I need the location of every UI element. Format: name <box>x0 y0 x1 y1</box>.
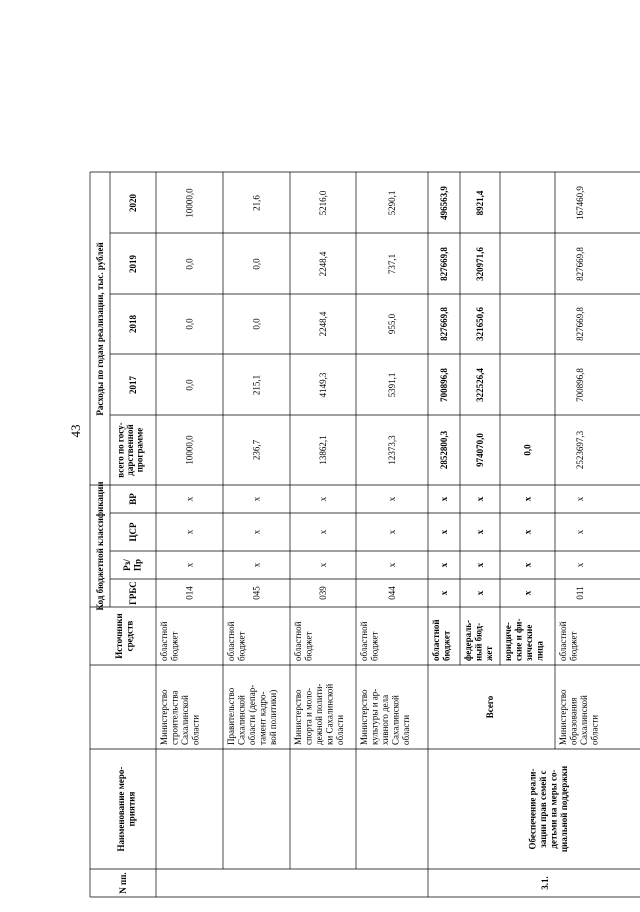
rotated-table-page <box>90 17 640 912</box>
source-cell: юридиче- <box>503 622 513 661</box>
csr-cell: х <box>318 529 328 535</box>
y2019-cell: 827669,8 <box>439 247 449 281</box>
measure-name: зации прав семей с <box>537 770 548 848</box>
budget-table <box>90 2 600 897</box>
csr-cell: х <box>387 529 397 535</box>
rzpr-cell: х <box>475 562 485 568</box>
grbs-cell: х <box>475 590 485 596</box>
rzpr-cell: х <box>522 562 533 568</box>
source-cell: зические <box>524 624 534 661</box>
executor-cell: вой политики) <box>268 689 278 745</box>
header-rzpr: Пр <box>132 558 143 572</box>
vr-cell: х <box>475 496 485 502</box>
y2018-cell: 955,0 <box>387 313 397 335</box>
vr-cell: х <box>318 496 328 502</box>
y2017-cell: 5391,1 <box>387 372 397 398</box>
csr-cell: х <box>475 529 485 535</box>
header-2018: 2018 <box>128 315 138 333</box>
header-expenses: Расходы по годам реализации, тыс. рублей <box>95 242 105 416</box>
rzpr-cell: х <box>318 562 328 568</box>
executor-cell: дежной полити- <box>314 683 324 745</box>
y2020-cell: 5216,0 <box>318 190 328 216</box>
source-cell: бюджет <box>369 631 380 661</box>
y2020-cell: 167460,9 <box>575 186 585 220</box>
rzpr-cell: х <box>575 562 585 568</box>
executor-cell: хивного дела <box>380 694 390 745</box>
executor-cell: Правительство <box>226 687 236 745</box>
executor-cell: культуры и ар- <box>369 688 380 745</box>
rzpr-cell: х <box>387 562 397 568</box>
header-source: средств <box>124 620 135 652</box>
vr-cell: х <box>251 496 262 502</box>
y2018-cell: 827669,8 <box>439 307 449 341</box>
source-cell: бюджет <box>303 631 314 661</box>
source-cell: бюджет <box>236 631 247 661</box>
y2017-cell: 0,0 <box>184 379 195 391</box>
y2018-cell: 827669,8 <box>575 307 585 341</box>
executor-cell: Сахалинской <box>390 695 401 745</box>
header-total: программе <box>134 427 145 473</box>
total-cell: 10000,0 <box>184 435 195 465</box>
vr-cell: х <box>439 496 449 502</box>
source-cell: бюджет <box>568 631 579 661</box>
vr-cell: х <box>184 496 195 502</box>
executor-cell: спорта и моло- <box>303 687 314 745</box>
total-cell: 974070,0 <box>475 433 485 467</box>
y2019-cell: 827669,8 <box>575 247 585 281</box>
rzpr-cell: х <box>251 562 262 568</box>
measure-name: циальной поддержки <box>558 765 569 853</box>
source-cell: областной <box>431 619 441 661</box>
header-vr: ВР <box>128 493 138 505</box>
rzpr-cell: х <box>439 562 449 568</box>
header-2017: 2017 <box>128 376 138 394</box>
total-cell: 236,7 <box>251 439 262 461</box>
csr-cell: х <box>184 529 195 535</box>
total-cell: 2523697,3 <box>575 430 585 470</box>
header-source: Источники <box>113 613 124 659</box>
executor-cell: Министерство <box>159 689 169 745</box>
executor-cell: Сахалинской <box>579 695 589 745</box>
header-kbk: Код бюджетной классификации <box>95 481 105 611</box>
grbs-cell: х <box>439 590 449 596</box>
executor-cell: Министерство <box>359 689 369 745</box>
y2017-cell: 322526,4 <box>475 368 485 402</box>
source-cell: лица <box>534 641 545 661</box>
total-cell: 0,0 <box>522 444 533 456</box>
measure-name: Обеспечение реали- <box>527 768 538 850</box>
grbs-cell: 045 <box>251 586 262 600</box>
executor-cell: области <box>335 714 345 745</box>
header-name: Наименование меро- <box>115 766 126 852</box>
executor-cell: Министерство <box>293 689 303 745</box>
executor-cell: области <box>190 714 201 745</box>
header-grbs: ГРБС <box>128 581 138 605</box>
y2017-cell: 215,1 <box>251 374 262 396</box>
source-cell: областной <box>159 621 169 661</box>
executor-cell: области (депар- <box>247 684 257 745</box>
source-cell: жет <box>484 646 494 661</box>
y2018-cell: 0,0 <box>184 318 195 330</box>
total-cell: 12373,3 <box>387 435 397 465</box>
y2019-cell: 0,0 <box>184 258 195 270</box>
header-csr: ЦСР <box>128 522 138 542</box>
y2020-cell: 5290,1 <box>387 190 397 216</box>
source-cell: ный бюд- <box>473 622 484 661</box>
grbs-cell: 044 <box>387 586 397 600</box>
header-rzpr: Рз/ <box>121 559 132 571</box>
executor-cell: образования <box>568 697 579 745</box>
source-cell: областной <box>293 621 303 661</box>
y2019-cell: 320971,6 <box>475 247 485 281</box>
y2018-cell: 0,0 <box>251 318 262 330</box>
executor-cell: ки Сахалинской <box>324 683 335 745</box>
y2017-cell: 700896,8 <box>575 368 585 402</box>
y2017-cell: 4149,3 <box>318 372 328 398</box>
source-cell: бюджет <box>441 630 452 661</box>
y2020-cell: 496563,9 <box>439 186 449 220</box>
header-num: N пп. <box>118 872 128 894</box>
header-total: всего по госу- <box>115 422 126 478</box>
executor-cell: области <box>589 714 600 745</box>
total-cell: 2852800,3 <box>439 430 449 470</box>
grbs-cell: 014 <box>184 586 195 600</box>
source-cell: областной <box>558 621 568 661</box>
executor-cell: Сахалинской <box>236 695 247 745</box>
grbs-cell: 011 <box>575 586 585 600</box>
csr-cell: х <box>575 529 585 535</box>
executor-cell: Сахалинской <box>180 695 190 745</box>
rzpr-cell: х <box>184 562 195 568</box>
header-2020: 2020 <box>128 194 138 212</box>
y2020-cell: 21,6 <box>251 195 262 211</box>
executor-cell: области <box>401 714 411 745</box>
y2017-cell: 700896,8 <box>439 368 449 402</box>
page-number: 43 <box>68 424 83 438</box>
source-cell: областной <box>359 621 369 661</box>
y2020-cell: 10000,0 <box>184 188 195 218</box>
csr-cell: х <box>251 529 262 535</box>
executor-cell: строительства <box>169 690 180 745</box>
y2018-cell: 2248,4 <box>318 311 328 337</box>
vr-cell: х <box>387 496 397 502</box>
csr-cell: х <box>522 529 533 535</box>
header-2019: 2019 <box>128 255 138 273</box>
source-cell: федераль- <box>463 619 473 661</box>
total-label: Всего <box>485 695 495 719</box>
header-name: приятия <box>126 791 137 827</box>
source-cell: бюджет <box>169 631 180 661</box>
y2018-cell: 321650,6 <box>475 307 485 341</box>
grbs-cell: х <box>522 590 533 596</box>
measure-number: 3.1. <box>540 876 550 890</box>
vr-cell: х <box>522 496 533 502</box>
executor-cell: Министерство <box>558 689 568 745</box>
header-total: дарственной <box>125 424 135 476</box>
source-cell: ские и фи- <box>513 618 524 661</box>
y2019-cell: 737,1 <box>387 253 397 275</box>
vr-cell: х <box>575 496 585 502</box>
total-cell: 13862,1 <box>318 435 328 465</box>
y2019-cell: 2248,4 <box>318 251 328 277</box>
executor-cell: тамент кадро- <box>257 691 268 745</box>
y2019-cell: 0,0 <box>251 258 262 270</box>
source-cell: областной <box>226 621 236 661</box>
grbs-cell: 039 <box>318 586 328 600</box>
y2020-cell: 8921,4 <box>475 190 485 216</box>
csr-cell: х <box>439 529 449 535</box>
measure-name: детьми на меры со- <box>548 769 559 849</box>
